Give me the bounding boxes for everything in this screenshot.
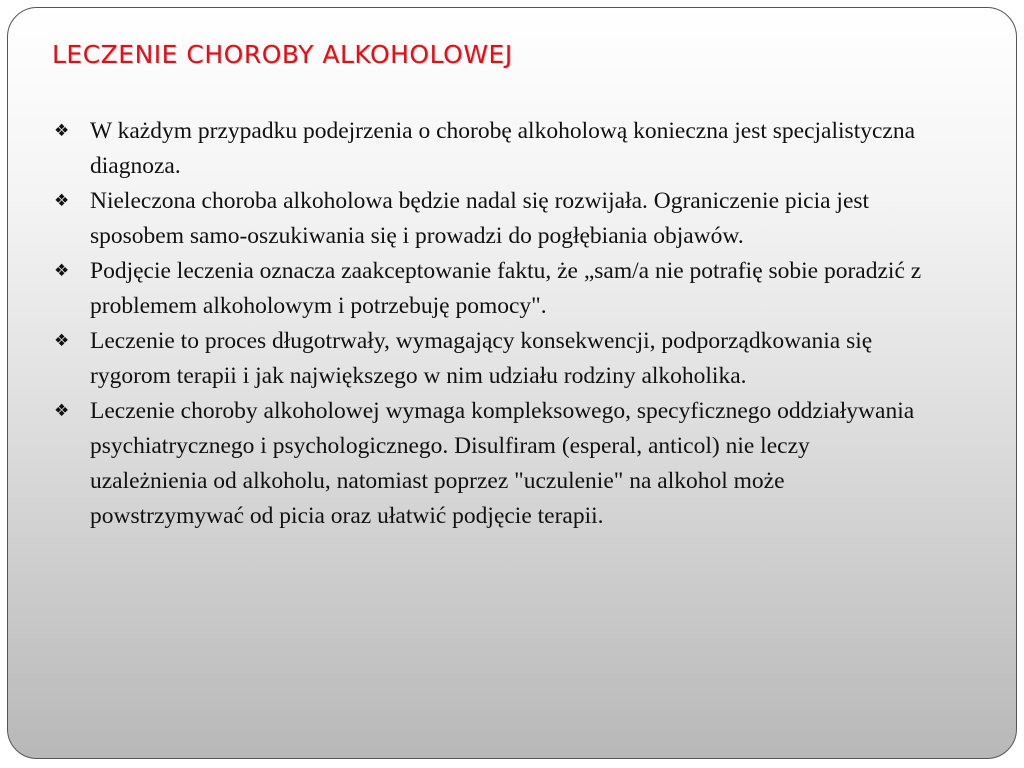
bullet-text: Leczenie to proces długotrwały, wymagający konsekwencji, podporządkowania się rygorom terapii i jak największego w nim udziału rodziny alkoholika. bbox=[90, 328, 873, 389]
four-diamond-ornament-icon: ❖ bbox=[54, 401, 70, 421]
four-diamond-ornament-icon: ❖ bbox=[54, 331, 70, 351]
bullet-item bbox=[52, 324, 932, 394]
bullet-item bbox=[52, 184, 932, 254]
bullet-item bbox=[52, 114, 932, 184]
bullet-list bbox=[52, 114, 932, 534]
four-diamond-ornament-icon: ❖ bbox=[54, 121, 70, 141]
four-diamond-ornament-icon: ❖ bbox=[54, 261, 70, 281]
four-diamond-ornament-icon: ❖ bbox=[54, 191, 70, 211]
bullet-text: Podjęcie leczenia oznacza zaakceptowanie faktu, że „sam/a nie potrafię sobie poradzić z problemem alkoholowym i potrzebuję pomocy". bbox=[90, 258, 922, 319]
slide bbox=[7, 7, 1017, 759]
bullet-item bbox=[52, 254, 932, 324]
bullet-item bbox=[52, 394, 932, 534]
bullet-text: Nieleczona choroba alkoholowa będzie nadal się rozwijała. Ograniczenie picia jest sposobem samo-oszukiwania się i prowadzi do pogłębiania objawów. bbox=[90, 188, 870, 249]
bullet-text: W każdym przypadku podejrzenia o chorobę alkoholową konieczna jest specjalistyczna diagnoza. bbox=[90, 118, 916, 179]
bullet-text: Leczenie choroby alkoholowej wymaga kompleksowego, specyficznego oddziaływania psychiatrycznego i psychologicznego. Disulfiram (esperal, anticol) nie leczy uzależnienia od alkoholu, natomiast poprzez "uczulenie" na alkohol może powstrzymywać od picia oraz ułatwić podjęcie terapii. bbox=[90, 398, 915, 529]
slide-title: LECZENIE CHOROBY ALKOHOLOWEJ bbox=[52, 40, 513, 69]
